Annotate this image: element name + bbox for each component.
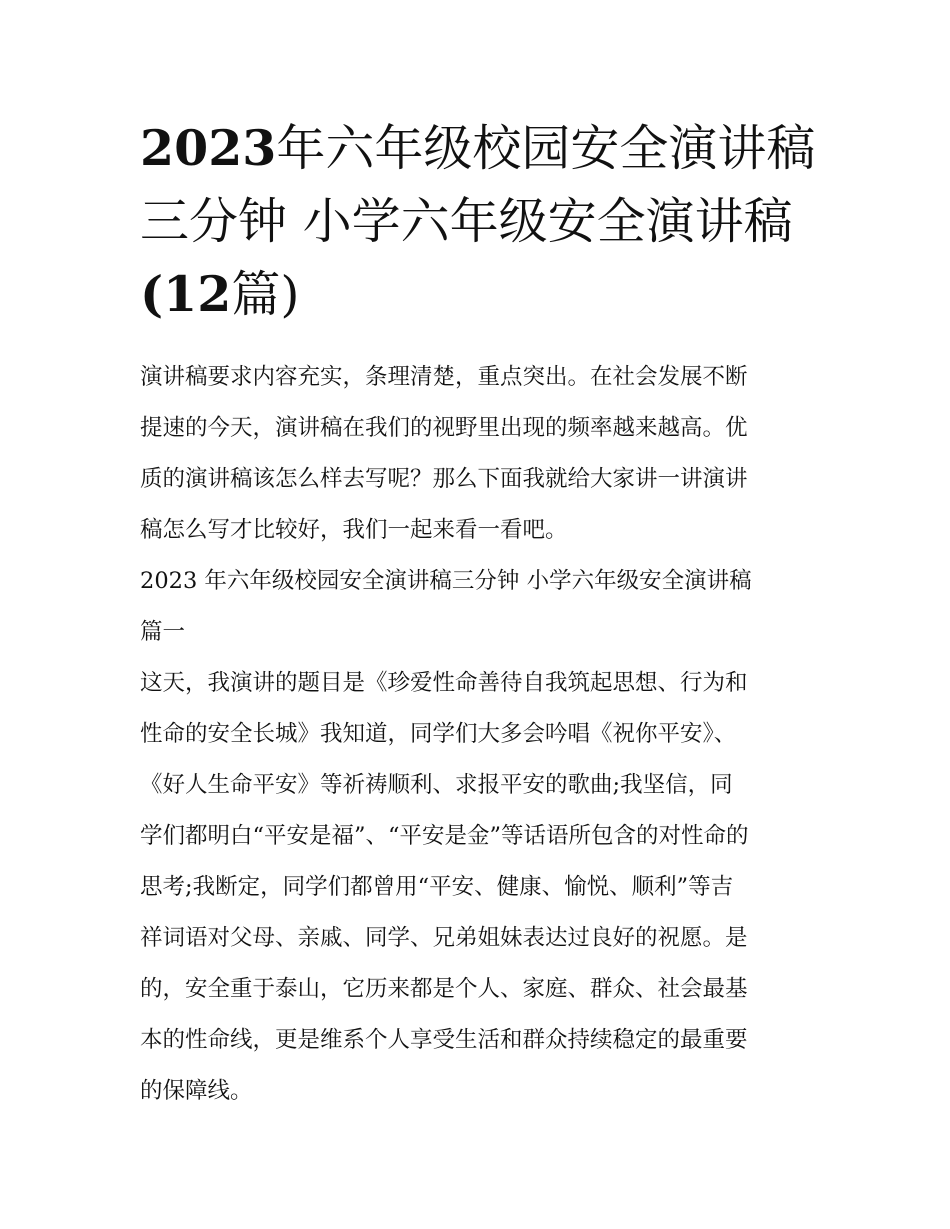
document-title <box>140 112 820 331</box>
body-line: 性命的安全长城》我知道，同学们大多会吟唱《祝你平安》、 <box>140 721 737 747</box>
body-line: 《好人生命平安》等祈祷顺利、求报平安的歌曲;我坚信，同 <box>140 772 733 798</box>
body-line: 祥词语对父母、亲戚、同学、兄弟姐妹表达过良好的祝愿。是 <box>140 925 748 951</box>
title-line-3 <box>140 258 820 331</box>
body-line: 这天，我演讲的题目是《珍爱性命善待自我筑起思想、行为和 <box>140 670 748 696</box>
title-line-2: 三分钟 小学六年级安全演讲稿 <box>140 193 793 250</box>
document-body <box>140 352 830 1117</box>
body-line: 的，安全重于泰山，它历来都是个人、家庭、群众、社会最基 <box>140 976 748 1002</box>
body-line: 的保障线。 <box>140 1078 253 1104</box>
section-heading-line: 篇一 <box>140 619 186 645</box>
title-count: (12 <box>140 265 232 323</box>
title-line-3-text: 篇) <box>231 266 300 323</box>
body-line: 思考;我断定，同学们都曾用“平安、健康、愉悦、顺利”等吉 <box>140 874 734 900</box>
title-year: 2023 <box>140 119 277 177</box>
title-line-1 <box>140 112 820 185</box>
body-line: 提速的今天，演讲稿在我们的视野里出现的频率越来越高。优 <box>140 415 748 441</box>
body-line: 演讲稿要求内容充实，条理清楚，重点突出。在社会发展不断 <box>140 364 748 390</box>
section-heading-line: 2023 年六年级校园安全演讲稿三分钟 小学六年级安全演讲稿 <box>140 568 752 594</box>
body-line: 本的性命线，更是维系个人享受生活和群众持续稳定的最重要 <box>140 1027 748 1053</box>
body-line: 稿怎么写才比较好，我们一起来看一看吧。 <box>140 517 568 543</box>
body-line: 质的演讲稿该怎么样去写呢？那么下面我就给大家讲一讲演讲 <box>140 466 748 492</box>
title-line-1-text: 年六年级校园安全演讲稿 <box>276 120 816 177</box>
body-line: 学们都明白“平安是福”、“平安是金”等话语所包含的对性命的 <box>140 823 749 849</box>
